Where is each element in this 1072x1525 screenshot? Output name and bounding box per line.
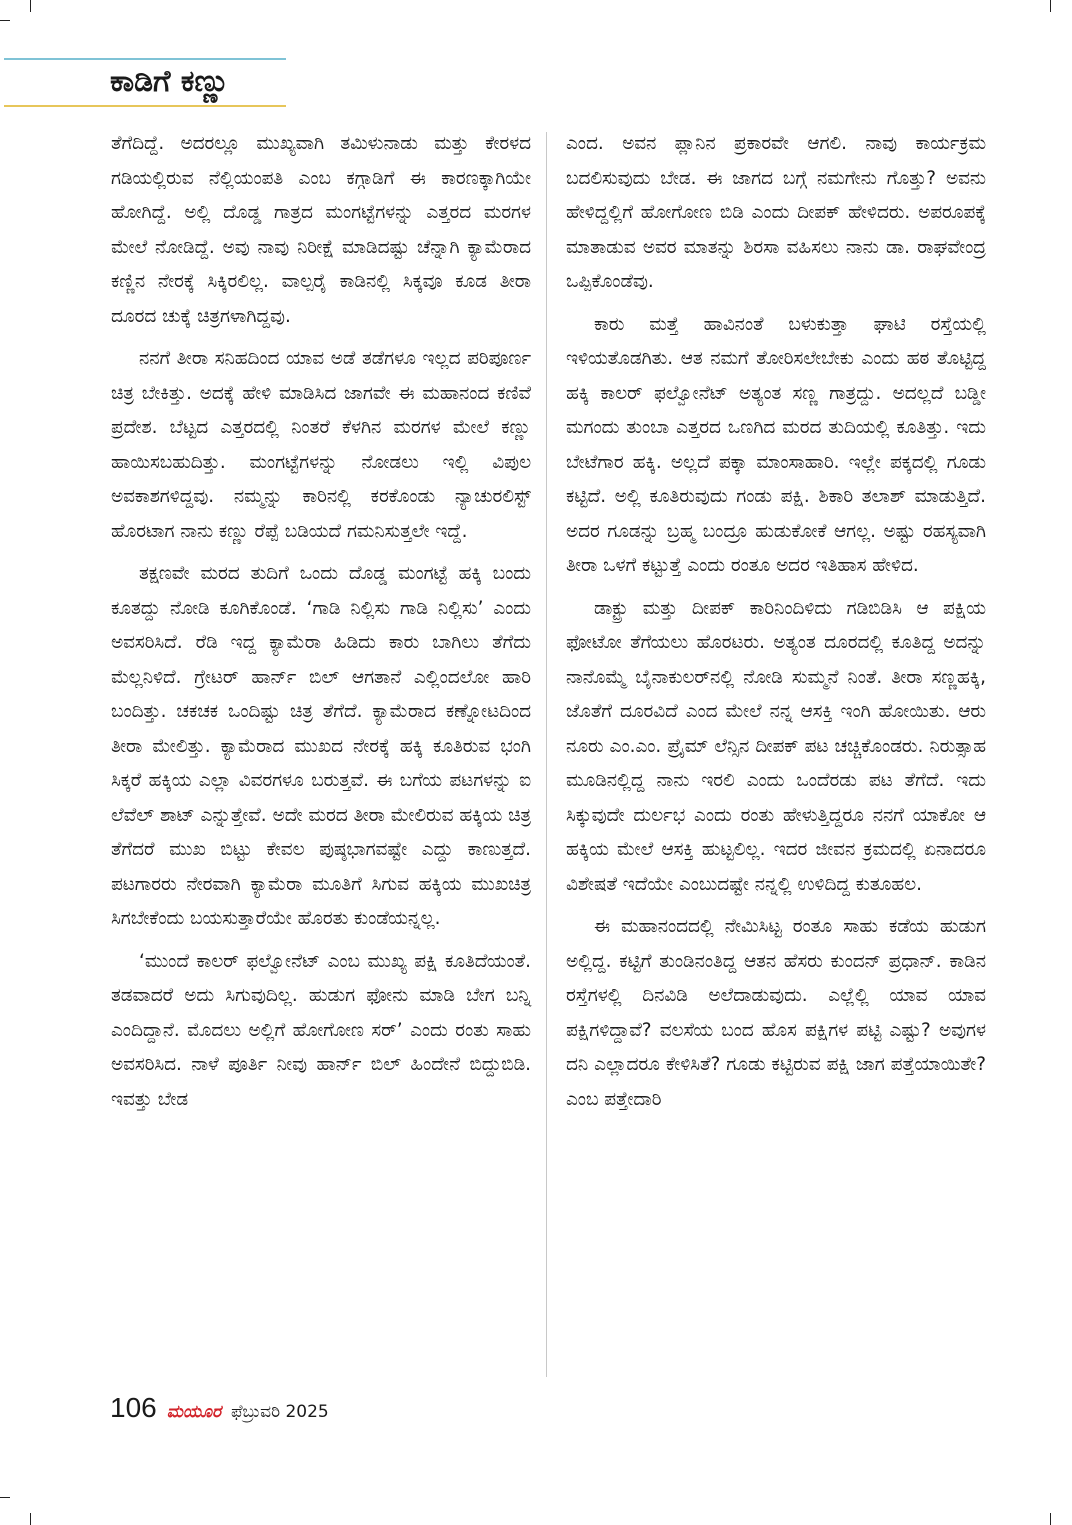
crop-mark <box>0 1497 10 1498</box>
article-column-right <box>566 127 986 1117</box>
paragraph: ಈ ಮಹಾನಂದದಲ್ಲಿ ನೇಮಿಸಿಟ್ಟ ರಂತೂ ಸಾಹು ಕಡೆಯ ಹುಡುಗ ಅಲ್ಲಿದ್ದ. ಕಟ್ಟಿಗೆ ತುಂಡಿನಂತಿದ್ದ ಆತನ ಹೆಸರು ಕುಂದನ್ ಪ್ರಧಾನ್. ಕಾಡಿನ ರಸ್ತೆಗಳಲ್ಲಿ ದಿನವಿಡಿ ಅಲೆದಾಡುವುದು. ಎಲ್ಲೆಲ್ಲಿ ಯಾವ ಯಾವ ಪಕ್ಷಿಗಳಿದ್ದಾವೆ? ವಲಸೆಯ ಬಂದ ಹೊಸ ಪಕ್ಷಿಗಳ ಪಟ್ಟಿ ಎಷ್ಟು? ಅವುಗಳ ದನಿ ಎಲ್ಲಾದರೂ ಕೇಳಿಸಿತೆ? ಗೂಡು ಕಟ್ಟಿರುವ ಪಕ್ಷಿ ಜಾಗ ಪತ್ತೆಯಾಯಿತೇ? ಎಂಬ ಪತ್ತೇದಾರಿ <box>566 916 986 1110</box>
paragraph: ‘ಮುಂದೆ ಕಾಲರ್ ಫಲ್ವೋನೆಟ್ ಎಂಬ ಮುಖ್ಯ ಪಕ್ಷಿ ಕೂತಿದೆಯಂತೆ. ತಡವಾದರೆ ಅದು ಸಿಗುವುದಿಲ್ಲ. ಹುಡುಗ ಫೋನು ಮಾಡಿ ಬೇಗ ಬನ್ನಿ ಎಂದಿದ್ದಾನೆ. ಮೊದಲು ಅಲ್ಲಿಗೆ ಹೋಗೋಣ ಸರ್’ ಎಂದು ರಂತು ಸಾಹು ಅವಸರಿಸಿದ. ನಾಳೆ ಪೂರ್ತಿ ನೀವು ಹಾರ್ನ್ ಬಿಲ್ ಹಿಂದೇನೆ ಬಿದ್ದುಬಿಡಿ. ಇವತ್ತು ಬೇಡ <box>111 950 531 1110</box>
magazine-logo: ಮಯೂರ <box>166 1402 221 1422</box>
section-title: ಕಾಡಿಗೆ ಕಣ್ಣು <box>110 64 230 99</box>
paragraph: ತೆಗೆದಿದ್ದೆ. ಅದರಲ್ಲೂ ಮುಖ್ಯವಾಗಿ ತಮಿಳುನಾಡು ಮತ್ತು ಕೇರಳದ ಗಡಿಯಲ್ಲಿರುವ ನೆಲ್ಲಿಯಂಪತಿ ಎಂಬ ಕಗ್ಗಾಡಿಗೆ ಈ ಕಾರಣಕ್ಕಾಗಿಯೇ ಹೋಗಿದ್ದೆ. ಅಲ್ಲಿ ದೊಡ್ಡ ಗಾತ್ರದ ಮಂಗಟ್ಟೆಗಳನ್ನು ಎತ್ತರದ ಮರಗಳ ಮೇಲೆ ನೋಡಿದ್ದೆ. ಅವು ನಾವು ನಿರೀಕ್ಷೆ ಮಾಡಿದಷ್ಟು ಚೆನ್ನಾಗಿ ಕ್ಯಾಮೆರಾದ ಕಣ್ಣಿನ ನೇರಕ್ಕೆ ಸಿಕ್ಕಿರಲಿಲ್ಲ. ವಾಲ್ಪರೈ ಕಾಡಿನಲ್ಲಿ ಸಿಕ್ಕವೂ ಕೂಡ ತೀರಾ ದೂರದ ಚುಕ್ಕೆ ಚಿತ್ರಗಳಾಗಿದ್ದವು. <box>111 133 531 327</box>
paragraph: ಎಂದ. ಅವನ ಪ್ಲಾನಿನ ಪ್ರಕಾರವೇ ಆಗಲಿ. ನಾವು ಕಾರ್ಯಕ್ರಮ ಬದಲಿಸುವುದು ಬೇಡ. ಈ ಜಾಗದ ಬಗ್ಗೆ ನಮಗೇನು ಗೊತ್ತು? ಅವನು ಹೇಳಿದ್ದಲ್ಲಿಗೆ ಹೋಗೋಣ ಬಿಡಿ ಎಂದು ದೀಪಕ್ ಹೇಳಿದರು. ಅಪರೂಪಕ್ಕೆ ಮಾತಾಡುವ ಅವರ ಮಾತನ್ನು ಶಿರಸಾ ವಹಿಸಲು ನಾನು ಡಾ. ರಾಘವೇಂದ್ರ ಒಪ್ಪಿಕೊಂಡೆವು. <box>566 133 986 292</box>
column-divider <box>546 132 547 1377</box>
paragraph: ಕಾರು ಮತ್ತೆ ಹಾವಿನಂತೆ ಬಳುಕುತ್ತಾ ಘಾಟಿ ರಸ್ತೆಯಲ್ಲಿ ಇಳಿಯತೊಡಗಿತು. ಆತ ನಮಗೆ ತೋರಿಸಲೇಬೇಕು ಎಂದು ಹಠ ತೊಟ್ಟಿದ್ದ ಹಕ್ಕಿ ಕಾಲರ್ ಫಲ್ವೋನೆಟ್ ಅತ್ಯಂತ ಸಣ್ಣ ಗಾತ್ರದ್ದು. ಅದಲ್ಲದೆ ಬಡ್ಡೀ ಮಗಂದು ತುಂಬಾ ಎತ್ತರದ ಒಣಗಿದ ಮರದ ತುದಿಯಲ್ಲಿ ಕೂತಿತ್ತು. ಇದು ಬೇಟೆಗಾರ ಹಕ್ಕಿ. ಅಲ್ಲದೆ ಪಕ್ಕಾ ಮಾಂಸಾಹಾರಿ. ಇಲ್ಲೇ ಪಕ್ಕದಲ್ಲಿ ಗೂಡು ಕಟ್ಟಿದೆ. ಅಲ್ಲಿ ಕೂತಿರುವುದು ಗಂಡು ಪಕ್ಷಿ. ಶಿಕಾರಿ ತಲಾಶ್ ಮಾಡುತ್ತಿದೆ. ಅದರ ಗೂಡನ್ನು ಬ್ರಹ್ಮ ಬಂದ್ರೂ ಹುಡುಕೋಕೆ ಆಗಲ್ಲ. ಅಷ್ಟು ರಹಸ್ಯವಾಗಿ ತೀರಾ ಒಳಗೆ ಕಟ್ಟುತ್ತೆ ಎಂದು ರಂತೂ ಅದರ ಇತಿಹಾಸ ಹೇಳಿದ. <box>566 313 986 576</box>
paragraph: ಡಾಕ್ಟ್ರು ಮತ್ತು ದೀಪಕ್ ಕಾರಿನಿಂದಿಳಿದು ಗಡಿಬಿಡಿಸಿ ಆ ಪಕ್ಷಿಯ ಫೋಟೋ ತೆಗೆಯಲು ಹೊರಟರು. ಅತ್ಯಂತ ದೂರದಲ್ಲಿ ಕೂತಿದ್ದ ಅದನ್ನು ನಾನೊಮ್ಮೆ ಬೈನಾಕುಲರ್‌ನಲ್ಲಿ ನೋಡಿ ಸುಮ್ಮನೆ ನಿಂತೆ. ತೀರಾ ಸಣ್ಣಹಕ್ಕಿ, ಜೊತೆಗೆ ದೂರವಿದೆ ಎಂದ ಮೇಲೆ ನನ್ನ ಆಸಕ್ತಿ ಇಂಗಿ ಹೋಯಿತು. ಆರು ನೂರು ಎಂ.ಎಂ. ಪ್ರೈಮ್ ಲೆನ್ಸಿನ ದೀಪಕ್ ಪಟ ಚಚ್ಚಿಕೊಂಡರು. ನಿರುತ್ಸಾಹ ಮೂಡಿನಲ್ಲಿದ್ದ ನಾನು ಇರಲಿ ಎಂದು ಒಂದೆರಡು ಪಟ ತೆಗೆದೆ. ಇದು ಸಿಕ್ಕುವುದೇ ದುರ್ಲಭ ಎಂದು ರಂತು ಹೇಳುತ್ತಿದ್ದರೂ ನನಗೆ ಯಾಕೋ ಆ ಹಕ್ಕಿಯ ಮೇಲೆ ಆಸಕ್ತಿ ಹುಟ್ಟಲಿಲ್ಲ. ಇದರ ಜೀವನ ಕ್ರಮದಲ್ಲಿ ಏನಾದರೂ ವಿಶೇಷತೆ ಇದೆಯೇ ಎಂಬುದಷ್ಟೇ ನನ್ನಲ್ಲಿ ಉಳಿದಿದ್ದ ಕುತೂಹಲ. <box>566 597 986 895</box>
crop-mark <box>30 1513 31 1525</box>
crop-mark <box>30 0 31 12</box>
crop-mark <box>0 20 10 21</box>
article-column-left <box>111 127 531 1117</box>
header-rule-top <box>4 58 286 60</box>
crop-mark <box>1050 0 1051 12</box>
crop-mark <box>1050 1513 1051 1525</box>
page-footer <box>110 1392 329 1432</box>
header-rule-bottom <box>4 105 286 107</box>
page-number: 106 <box>110 1392 157 1423</box>
paragraph: ನನಗೆ ತೀರಾ ಸನಿಹದಿಂದ ಯಾವ ಅಡೆ ತಡೆಗಳೂ ಇಲ್ಲದ ಪರಿಪೂರ್ಣ ಚಿತ್ರ ಬೇಕಿತ್ತು. ಅದಕ್ಕೆ ಹೇಳಿ ಮಾಡಿಸಿದ ಜಾಗವೇ ಈ ಮಹಾನಂದ ಕಣಿವೆ ಪ್ರದೇಶ. ಬೆಟ್ಟದ ಎತ್ತರದಲ್ಲಿ ನಿಂತರೆ ಕೆಳಗಿನ ಮರಗಳ ಮೇಲೆ ಕಣ್ಣು ಹಾಯಿಸಬಹುದಿತ್ತು. ಮಂಗಟ್ಟೆಗಳನ್ನು ನೋಡಲು ಇಲ್ಲಿ ವಿಪುಲ ಅವಕಾಶಗಳಿದ್ದವು. ನಮ್ಮನ್ನು ಕಾರಿನಲ್ಲಿ ಕರಕೊಂಡು ನ್ಯಾಚುರಲಿಸ್ಟ್ ಹೊರಟಾಗ ನಾನು ಕಣ್ಣು ರೆಪ್ಪೆ ಬಡಿಯದೆ ಗಮನಿಸುತ್ತಲೇ ಇದ್ದೆ. <box>111 348 531 542</box>
paragraph: ತಕ್ಷಣವೇ ಮರದ ತುದಿಗೆ ಒಂದು ದೊಡ್ಡ ಮಂಗಟ್ಟೆ ಹಕ್ಕಿ ಬಂದು ಕೂತದ್ದು ನೋಡಿ ಕೂಗಿಕೊಂಡೆ. ‘ಗಾಡಿ ನಿಲ್ಲಿಸು ಗಾಡಿ ನಿಲ್ಲಿಸು’ ಎಂದು ಅವಸರಿಸಿದೆ. ರೆಡಿ ಇದ್ದ ಕ್ಯಾಮೆರಾ ಹಿಡಿದು ಕಾರು ಬಾಗಿಲು ತೆಗೆದು ಮೆಲ್ಲನಿಳಿದೆ. ಗ್ರೇಟರ್ ಹಾರ್ನ್ ಬಿಲ್ ಆಗತಾನೆ ಎಲ್ಲಿಂದಲೋ ಹಾರಿ ಬಂದಿತ್ತು. ಚಕಚಕ ಒಂದಿಷ್ಟು ಚಿತ್ರ ತೆಗೆದೆ. ಕ್ಯಾಮೆರಾದ ಕಣ್ನೋಟದಿಂದ ತೀರಾ ಮೇಲಿತ್ತು. ಕ್ಯಾಮೆರಾದ ಮುಖದ ನೇರಕ್ಕೆ ಹಕ್ಕಿ ಕೂತಿರುವ ಭಂಗಿ ಸಿಕ್ಕರೆ ಹಕ್ಕಿಯ ಎಲ್ಲಾ ವಿವರಗಳೂ ಬರುತ್ತವೆ. ಈ ಬಗೆಯ ಪಟಗಳನ್ನು ಐ ಲೆವೆಲ್ ಶಾಟ್ ಎನ್ನುತ್ತೇವೆ. ಅದೇ ಮರದ ತೀರಾ ಮೇಲಿರುವ ಹಕ್ಕಿಯ ಚಿತ್ರ ತೆಗೆದರೆ ಮುಖ ಬಿಟ್ಟು ಕೇವಲ ಪುಷ್ಠಭಾಗವಷ್ಟೇ ಎದ್ದು ಕಾಣುತ್ತದೆ. ಪಟಗಾರರು ನೇರವಾಗಿ ಕ್ಯಾಮೆರಾ ಮೂತಿಗೆ ಸಿಗುವ ಹಕ್ಕಿಯ ಮುಖಚಿತ್ರ ಸಿಗಬೇಕೆಂದು ಬಯಸುತ್ತಾರೆಯೇ ಹೊರತು ಕುಂಡೆಯನ್ನಲ್ಲ. <box>111 563 531 929</box>
issue-date: ಫೆಬ್ರುವರಿ 2025 <box>230 1402 329 1422</box>
